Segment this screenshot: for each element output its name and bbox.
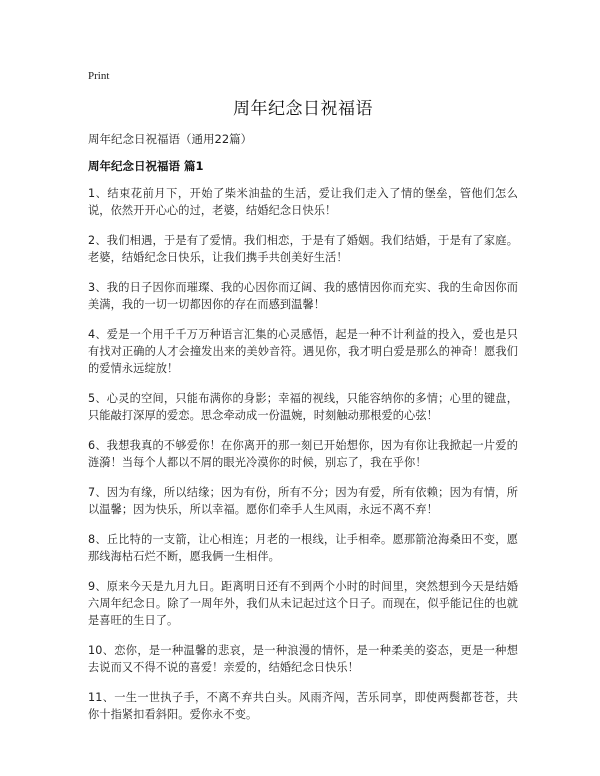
blessing-item-5: 5、心灵的空间，只能布满你的身影；幸福的视线，只能容纳你的多情；心里的键盘，只能敲打深厚的爱恋。思念牵动成一份温婉，时刻触动那根爱的心弦！ bbox=[88, 392, 518, 423]
blessing-item-1: 1、结束花前月下，开始了柴米油盐的生活，爱让我们走入了情的堡垒，管他们怎么说，依然开开心心的过，老婆，结婚纪念日快乐！ bbox=[88, 187, 518, 218]
blessing-item-8: 8、丘比特的一支箭，让心相连；月老的一根线，让手相牵。愿那箭沧海桑田不变，愿那线海枯石烂不断，愿我俩一生相伴。 bbox=[88, 533, 518, 564]
blessing-item-6: 6、我想我真的不够爱你！在你离开的那一刻已开始想你，因为有你让我掀起一片爱的涟漪！当每个人都以不屑的眼光冷漠你的时候，别忘了，我在乎你！ bbox=[88, 439, 518, 470]
blessing-item-7: 7、因为有缘，所以结缘；因为有份，所有不分；因为有爱，所有依赖；因为有情，所以温馨；因为快乐，所以幸福。愿你们牵手人生风雨，永远不离不弃！ bbox=[88, 486, 518, 517]
blessing-item-2: 2、我们相遇，于是有了爱情。我们相恋，于是有了婚姻。我们结婚，于是有了家庭。老婆，结婚纪念日快乐，让我们携手共创美好生活！ bbox=[88, 234, 518, 265]
blessing-item-4: 4、爱是一个用千千万万种语言汇集的心灵感悟，起是一种不计利益的投入，爱也是只有找对正确的人才会撞发出来的美妙音符。遇见你，我才明白爱是那么的神奇！愿我们的爱情永远绽放！ bbox=[88, 328, 518, 376]
document-title: 周年纪念日祝福语 bbox=[233, 99, 373, 119]
document-page bbox=[88, 68, 518, 736]
document-subtitle: 周年纪念日祝福语（通用22篇） bbox=[88, 132, 253, 146]
blessing-item-3: 3、我的日子因你而璀璨、我的心因你而辽阔、我的感情因你而充实、我的生命因你而美满，我的一切一切都因你的存在而感到温馨！ bbox=[88, 281, 518, 312]
blessing-list bbox=[88, 185, 518, 723]
section-heading: 周年纪念日祝福语 篇1 bbox=[88, 159, 204, 173]
blessing-item-9: 9、原来今天是九月九日。距离明日还有不到两个小时的时间里，突然想到今天是结婚六周年纪念日。除了一周年外，我们从未记起过这个日子。而现在，似乎能记住的也就是喜旺的生日了。 bbox=[88, 580, 518, 628]
blessing-item-11: 11、一生一世执子手，不离不弃共白头。风雨齐闯，苦乐同享，即使两鬓都苍苍，共你十指紧扣看斜阳。爱你永不变。 bbox=[88, 691, 518, 722]
blessing-item-10: 10、恋你，是一种温馨的悲哀，是一种浪漫的情怀，是一种柔美的姿态，更是一种想去说而又不得不说的喜爱！亲爱的，结婚纪念日快乐！ bbox=[88, 644, 518, 675]
print-label: Print bbox=[88, 70, 110, 82]
